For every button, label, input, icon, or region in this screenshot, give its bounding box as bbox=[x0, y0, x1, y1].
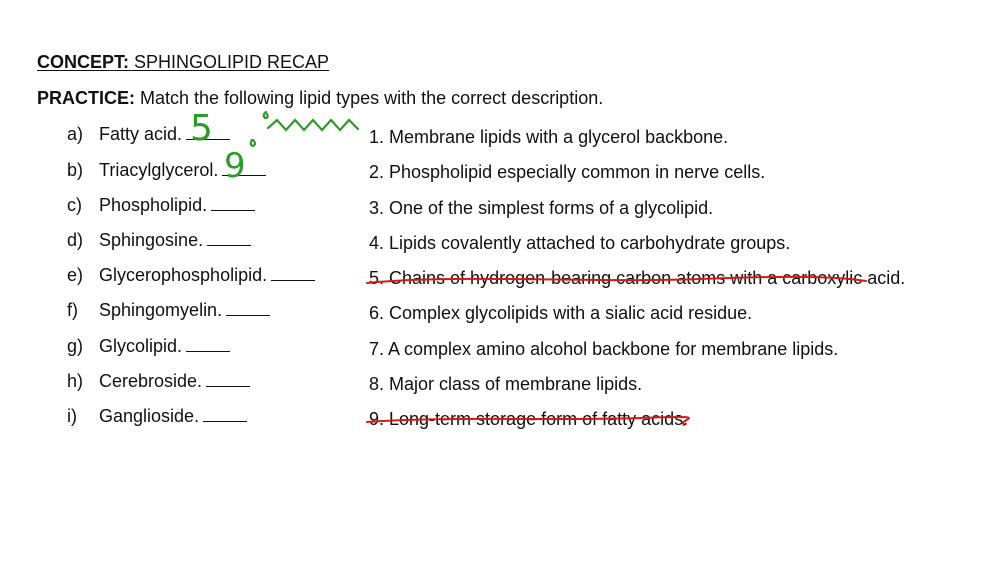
description-item: 6. Complex glycolipids with a sialic acid residue. bbox=[369, 303, 753, 323]
description-item: 3. One of the simplest forms of a glycolipid. bbox=[369, 198, 714, 218]
concept-title bbox=[37, 52, 329, 73]
term-letter: c) bbox=[67, 195, 82, 215]
term-name-text: Triacylglycerol. bbox=[99, 160, 219, 180]
practice-label: PRACTICE: bbox=[37, 88, 135, 108]
term-letter: f) bbox=[67, 300, 78, 320]
answer-blank bbox=[211, 196, 255, 211]
term-name-text: Glycolipid. bbox=[99, 336, 183, 356]
term-name bbox=[99, 300, 270, 321]
term-name-text: Ganglioside. bbox=[99, 406, 200, 426]
term-name-text: Cerebroside. bbox=[99, 371, 203, 391]
term-name bbox=[99, 230, 251, 251]
answer-blank bbox=[207, 231, 251, 246]
fatty-acid-sketch bbox=[251, 112, 358, 146]
concept-text: SPHINGOLIPID RECAP bbox=[129, 52, 330, 72]
sketch-zigzag-chain bbox=[268, 120, 358, 130]
handwritten-answer-a: 5 bbox=[190, 108, 213, 149]
term-name-text: Fatty acid. bbox=[99, 124, 183, 144]
term-letter: i) bbox=[67, 406, 77, 426]
term-letter: a) bbox=[67, 124, 84, 144]
answer-blank bbox=[203, 407, 247, 422]
description-item: 5. Chains of hydrogen-bearing carbon atoms with a carboxylic acid. bbox=[369, 268, 906, 288]
practice-text: Match the following lipid types with the correct description. bbox=[135, 88, 604, 108]
term-name bbox=[99, 265, 315, 286]
practice-instruction bbox=[37, 88, 603, 109]
answer-blank bbox=[186, 337, 230, 352]
term-name-text: Sphingomyelin. bbox=[99, 300, 223, 320]
concept-label: CONCEPT: bbox=[37, 52, 130, 72]
answer-blank bbox=[226, 301, 270, 316]
sketch-hydroxyl-mark bbox=[264, 112, 268, 118]
description-item: 1. Membrane lipids with a glycerol backbone. bbox=[369, 127, 729, 147]
handwritten-answer-b: 9 bbox=[224, 146, 246, 186]
term-name bbox=[99, 160, 266, 181]
term-name bbox=[99, 124, 230, 145]
answer-blank bbox=[271, 266, 315, 281]
term-name-text: Phospholipid. bbox=[99, 195, 208, 215]
term-letter: g) bbox=[67, 336, 84, 356]
description-item: 8. Major class of membrane lipids. bbox=[369, 374, 643, 394]
description-item: 2. Phospholipid especially common in nerve cells. bbox=[369, 162, 766, 182]
answer-blank bbox=[222, 161, 266, 176]
term-letter: d) bbox=[67, 230, 84, 250]
term-name bbox=[99, 371, 250, 392]
term-letter: b) bbox=[67, 160, 84, 180]
sketch-oxygen-mark bbox=[251, 140, 255, 146]
answer-blank bbox=[206, 372, 250, 387]
description-item: 9. Long-term storage form of fatty acids. bbox=[369, 409, 689, 429]
term-name bbox=[99, 195, 255, 216]
description-item: 7. A complex amino alcohol backbone for membrane lipids. bbox=[369, 339, 839, 359]
term-name bbox=[99, 406, 247, 427]
term-name bbox=[99, 336, 230, 357]
description-item: 4. Lipids covalently attached to carbohydrate groups. bbox=[369, 233, 791, 253]
answer-blank bbox=[186, 125, 230, 140]
term-letter: h) bbox=[67, 371, 84, 391]
term-name-text: Sphingosine. bbox=[99, 230, 204, 250]
term-name-text: Glycerophospholipid. bbox=[99, 265, 268, 285]
term-letter: e) bbox=[67, 265, 84, 285]
